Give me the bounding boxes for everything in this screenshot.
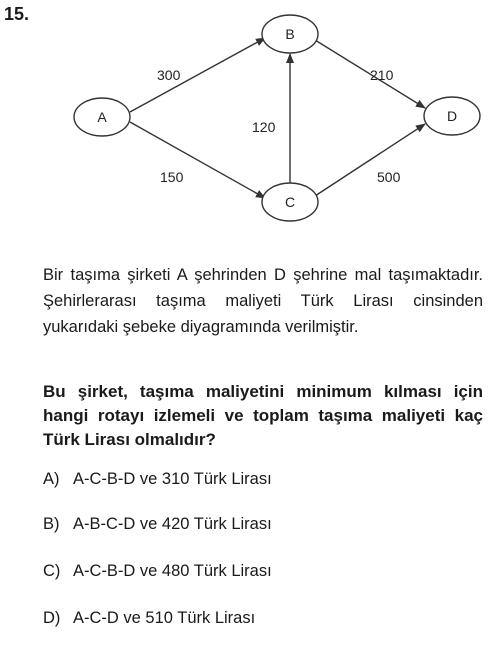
option-text: A-B-C-D ve 420 Türk Lirası (73, 515, 272, 533)
option-d[interactable] (43, 607, 255, 629)
node-b (262, 15, 318, 53)
node-a (74, 98, 130, 136)
node-a-label: A (97, 109, 107, 125)
option-letter: B) (43, 515, 60, 533)
question-stem: Bir taşıma şirketi A şehrinden D şehrine mal taşımaktadır. Şehirlerarası taşıma maliyeti Türk Lirası cinsinden yukarıdaki şebeke diyagramında verilmiştir. (43, 266, 483, 336)
option-letter: A) (43, 470, 60, 488)
network-diagram (0, 0, 500, 250)
edge-a-b (130, 38, 265, 112)
option-b[interactable] (43, 513, 272, 535)
option-text: A-C-D ve 510 Türk Lirası (73, 609, 256, 627)
edge-label-c-d: 500 (377, 169, 401, 185)
node-c-label: C (284, 194, 296, 210)
node-c (262, 183, 318, 221)
option-text: A-C-B-D ve 480 Türk Lirası (73, 562, 272, 580)
node-d-label: D (446, 108, 458, 124)
node-b-label: B (285, 26, 295, 42)
question-number: 15. (4, 4, 30, 24)
option-text: A-C-B-D ve 310 Türk Lirası (73, 470, 272, 488)
edge-label-b-d: 210 (370, 67, 394, 83)
site-watermark-vertical (0, 545, 1, 621)
edge-label-a-c: 150 (160, 169, 184, 185)
option-letter: C) (43, 562, 61, 580)
edge-a-c (130, 122, 265, 198)
option-c[interactable] (43, 560, 272, 582)
edge-label-a-b: 300 (157, 67, 181, 83)
option-letter: D) (43, 609, 61, 627)
option-a[interactable] (43, 468, 272, 490)
edge-label-c-b: 120 (252, 119, 276, 135)
question-text: Bu şirket, taşıma maliyetini minimum kılması için hangi rotayı izlemeli ve toplam taşıma maliyeti kaç Türk Lirası olmalıdır? (43, 382, 483, 449)
edge-c-d (315, 124, 425, 196)
node-d (424, 97, 480, 135)
